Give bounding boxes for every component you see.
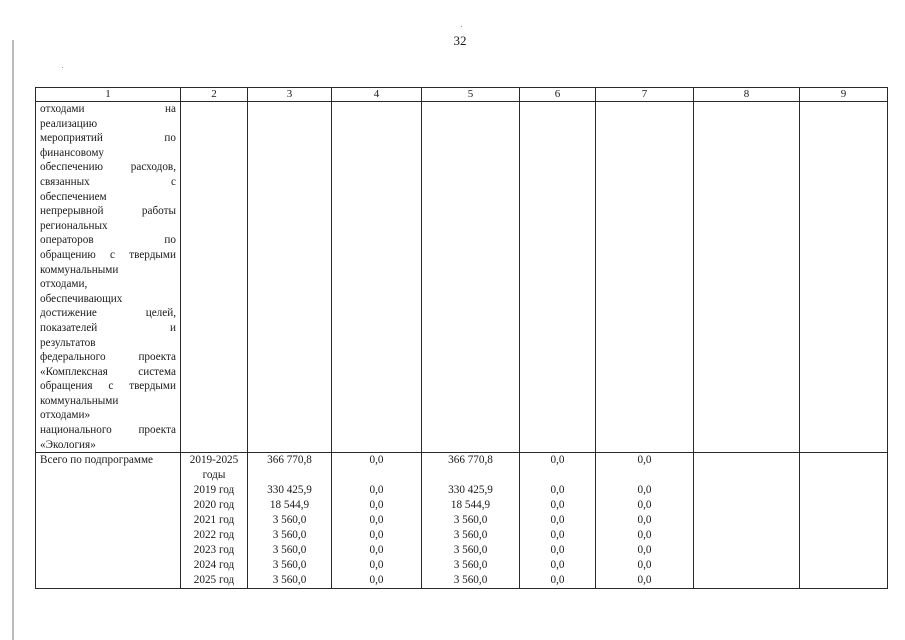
amount-value: 3 560,0 <box>272 574 307 587</box>
description-line: результатов <box>40 336 96 349</box>
amount-value: 3 560,0 <box>453 544 488 557</box>
empty-cell <box>800 102 888 453</box>
page-edge-line <box>12 40 14 640</box>
period-value: 2019-2025 <box>189 454 239 467</box>
description-line: связанных с <box>40 175 176 188</box>
amount-value: 0,0 <box>550 499 565 512</box>
description-line: обеспечению расходов, <box>40 161 176 174</box>
amount-value: 0,0 <box>369 499 384 512</box>
column-header: 8 <box>694 88 800 102</box>
empty-cell <box>694 453 800 589</box>
amount-value: 0,0 <box>369 544 384 557</box>
amount-value: 0,0 <box>369 559 384 572</box>
period-value: 2020 год <box>193 499 235 512</box>
description-line: реализацию <box>40 117 98 130</box>
amount-value: 3 560,0 <box>272 559 307 572</box>
amount-value: 330 425,9 <box>448 484 493 497</box>
column-header: 3 <box>248 88 332 102</box>
amount-value <box>426 468 515 483</box>
description-line: обращению с твердыми <box>40 248 176 261</box>
amount-value: 0,0 <box>369 454 384 467</box>
amount-value: 3 560,0 <box>272 529 307 542</box>
activity-description-cell <box>36 102 181 453</box>
amount-value: 0,0 <box>369 574 384 587</box>
table-row <box>36 102 888 453</box>
description-line: коммунальными <box>40 394 119 407</box>
empty-cell <box>332 102 422 453</box>
regional-amount-cell <box>422 453 520 589</box>
description-line: национального проекта <box>40 424 176 437</box>
description-line: мероприятий по <box>40 132 176 145</box>
description-line: обращения с твердыми <box>40 380 176 393</box>
amount-value: 3 560,0 <box>272 514 307 527</box>
local-amount-cell <box>520 453 596 589</box>
column-number-row <box>36 88 888 102</box>
amount-value: 0,0 <box>369 484 384 497</box>
description-line: обеспечивающих <box>40 292 123 305</box>
description-line: достижение целей, <box>40 307 176 320</box>
empty-cell <box>800 453 888 589</box>
amount-value: 3 560,0 <box>453 514 488 527</box>
column-header: 7 <box>596 88 694 102</box>
period-value: 2021 год <box>193 514 235 527</box>
description-line: операторов по <box>40 234 176 247</box>
description-line: федерального проекта <box>40 351 176 364</box>
amount-value: 0,0 <box>637 529 652 542</box>
description-line: непрерывной работы <box>40 205 176 218</box>
amount-value: 0,0 <box>550 559 565 572</box>
amount-value: 0,0 <box>637 514 652 527</box>
amount-value: 0,0 <box>550 484 565 497</box>
amount-value <box>336 468 417 483</box>
amount-value: 0,0 <box>637 559 652 572</box>
total-label-cell: Всего по подпрограмме <box>36 453 181 589</box>
amount-value: 3 560,0 <box>272 544 307 557</box>
empty-cell <box>181 102 248 453</box>
amount-value: 0,0 <box>637 544 652 557</box>
description-line: «Экология» <box>40 438 96 451</box>
amount-value: 0,0 <box>550 454 565 467</box>
amount-value: 0,0 <box>369 529 384 542</box>
description-line: обеспечением <box>40 190 107 203</box>
amount-value: 0,0 <box>637 574 652 587</box>
amount-value: 0,0 <box>550 544 565 557</box>
period-value: 2023 год <box>193 544 235 557</box>
column-header: 2 <box>181 88 248 102</box>
federal-amount-cell <box>332 453 422 589</box>
amount-value: 18 544,9 <box>450 499 491 512</box>
period-value: 2019 год <box>193 484 235 497</box>
description-line: коммунальными <box>40 263 119 276</box>
description-line: финансовому <box>40 146 104 159</box>
total-row <box>36 453 888 589</box>
description-line: отходами» <box>40 409 91 422</box>
amount-value <box>524 468 591 483</box>
amount-value: 3 560,0 <box>453 529 488 542</box>
page-number: 32 <box>453 33 467 48</box>
scan-speck <box>62 67 63 68</box>
column-header: 4 <box>332 88 422 102</box>
column-header: 6 <box>520 88 596 102</box>
period-value: 2022 год <box>193 529 235 542</box>
column-header: 5 <box>422 88 520 102</box>
amount-value: 0,0 <box>637 499 652 512</box>
scan-speck <box>461 26 462 27</box>
empty-cell <box>596 102 694 453</box>
amount-value: 0,0 <box>369 514 384 527</box>
column-header: 1 <box>36 88 181 102</box>
other-amount-cell <box>596 453 694 589</box>
amount-value: 330 425,9 <box>267 484 312 497</box>
description-line: региональных <box>40 219 108 232</box>
amount-value: 0,0 <box>550 514 565 527</box>
amount-value: 0,0 <box>550 529 565 542</box>
empty-cell <box>422 102 520 453</box>
amount-value: 0,0 <box>550 574 565 587</box>
description-line: показателей и <box>40 321 176 334</box>
period-cell <box>181 453 248 589</box>
description-line: отходами, <box>40 278 88 291</box>
period-value: 2025 год <box>193 574 235 587</box>
description-line: «Комплексная система <box>40 365 176 378</box>
amount-value: 366 770,8 <box>267 454 312 467</box>
amount-value: 3 560,0 <box>453 574 488 587</box>
amount-value: 366 770,8 <box>448 454 493 467</box>
column-header: 9 <box>800 88 888 102</box>
period-value: 2024 год <box>193 559 235 572</box>
amount-value <box>600 468 689 483</box>
empty-cell <box>520 102 596 453</box>
empty-cell <box>248 102 332 453</box>
description-line: отходами на <box>40 103 176 115</box>
amount-value <box>252 468 327 483</box>
total-amount-cell <box>248 453 332 589</box>
amount-value: 0,0 <box>637 484 652 497</box>
empty-cell <box>694 102 800 453</box>
period-value: годы <box>202 469 226 482</box>
amount-value: 18 544,9 <box>269 499 310 512</box>
amount-value: 0,0 <box>637 454 652 467</box>
budget-table <box>35 87 888 589</box>
amount-value: 3 560,0 <box>453 559 488 572</box>
